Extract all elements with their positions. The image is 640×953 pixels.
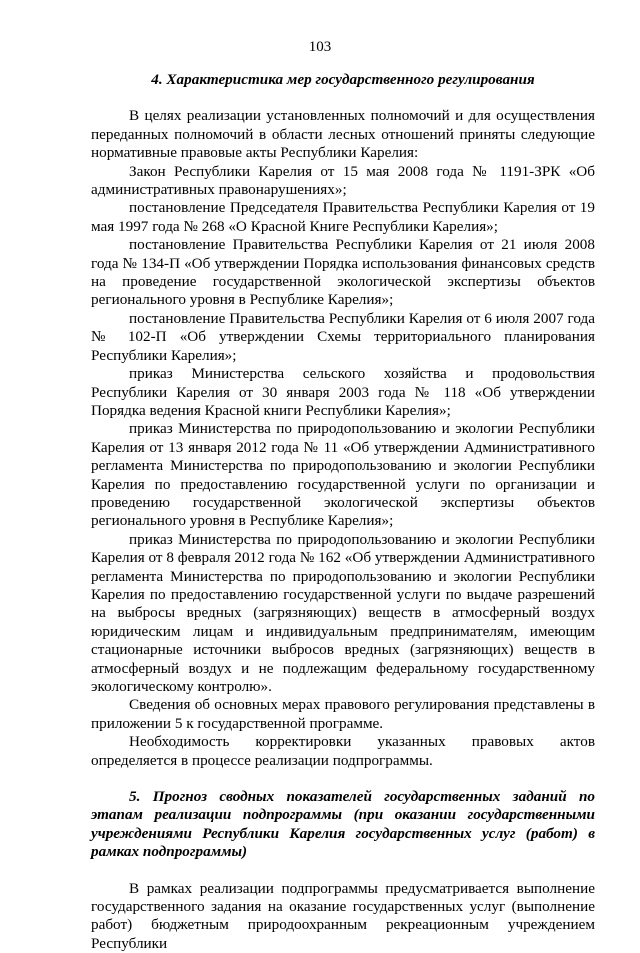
section-4-heading: 4. Характеристика мер государственного регулирования bbox=[151, 71, 535, 88]
legal-act-resolution-134: постановление Правительства Республики Карелия от 21 июля 2008 года № 134-П «Об утверждении Порядка использования финансовых средств на проведение государственной экологической экспертизы объектов регионального уровня в Республике Карелия»; bbox=[91, 236, 595, 309]
appendix-reference-paragraph: Сведения об основных мерах правового регулирования представлены в приложении 5 к государственной программе. bbox=[91, 696, 595, 732]
legal-act-law-1191: Закон Республики Карелия от 15 мая 2008 года № 1191-ЗРК «Об административных правонарушениях»; bbox=[91, 162, 595, 199]
legal-act-resolution-268: постановление Председателя Правительства Республики Карелия от 19 мая 1997 года № 268 «О Красной Книге Республики Карелия»; bbox=[91, 199, 595, 235]
section-5-paragraph-1: В рамках реализации подпрограммы предусматривается выполнение государственного задания на оказание государственных услуг (выполнение работ) бюджетным природоохранным рекреационным учреждением Республики bbox=[91, 879, 595, 952]
legal-act-resolution-102: постановление Правительства Республики Карелия от 6 июля 2007 года № 102-П «Об утверждении Схемы территориального планирования Республики Карелия»; bbox=[91, 309, 595, 364]
legal-act-order-118: приказ Министерства сельского хозяйства и продовольствия Республики Карелия от 30 января 2003 года № 118 «Об утверждении Порядка ведения Красной книги Республики Карелия»; bbox=[91, 365, 595, 419]
document-body bbox=[91, 71, 595, 953]
section-4-paragraph-1: В целях реализации установленных полномочий и для осуществления переданных полномочий в области лесных отношений приняты следующие нормативные правовые акты Республики Карелия: bbox=[91, 107, 595, 162]
corrections-paragraph: Необходимость корректировки указанных правовых актов определяется в процессе реализации подпрограммы. bbox=[91, 733, 595, 769]
legal-act-order-162: приказ Министерства по природопользованию и экологии Республики Карелия от 8 февраля 2012 года № 162 «Об утверждении Административного регламента Министерства по природопользованию и экологии Республики Карелия по предоставлению государственной услуги по выдаче разрешений на выбросы вредных (загрязняющих) веществ в атмосферный воздух юридическим лицам и индивидуальным предпринимателям, имеющим стационарные источники выбросов вредных (загрязняющих) веществ в атмосферный воздух и не подлежащим федеральному государственному экологическому контролю». bbox=[91, 530, 595, 695]
legal-act-order-11: приказ Министерства по природопользованию и экологии Республики Карелия от 13 января 2012 года № 11 «Об утверждении Административного регламента Министерства по природопользованию и экологии Республики Карелия по предоставлению государственной услуги по организации и проведению государственной экологической экспертизы объектов регионального уровня в Республике Карелия»; bbox=[91, 420, 595, 530]
page-number: 103 bbox=[308, 39, 332, 55]
section-5-heading: 5. Прогноз сводных показателей государственных заданий по этапам реализации подпрограммы (при оказании государственными учреждениями Республики Карелия государственных услуг (работ) в рамках подпрограммы) bbox=[91, 788, 595, 861]
